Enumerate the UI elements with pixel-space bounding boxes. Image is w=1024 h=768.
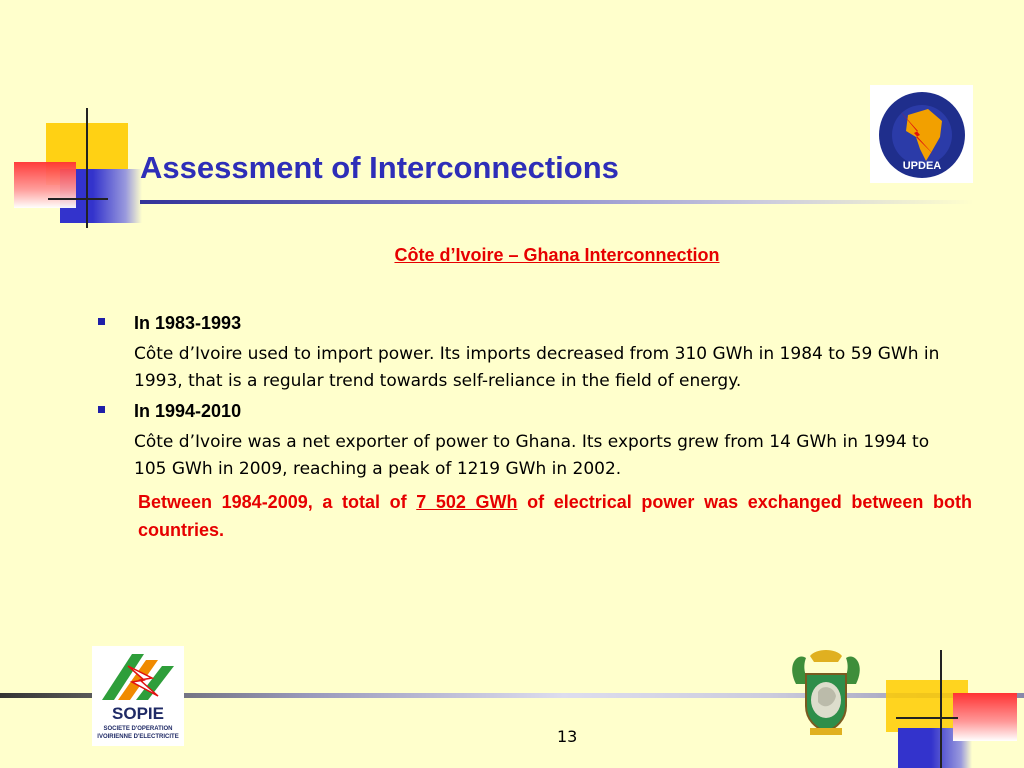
highlight-amount: 7 502 GWh xyxy=(416,492,518,512)
slide-content xyxy=(96,310,974,544)
highlight-summary xyxy=(138,488,972,544)
decor-red-square xyxy=(14,162,76,208)
decor-vertical-line xyxy=(940,650,942,768)
bullet-item xyxy=(96,398,974,482)
page-number: 13 xyxy=(557,727,578,746)
square-bullet-icon xyxy=(98,406,105,413)
section-subtitle: Côte d’Ivoire – Ghana Interconnection xyxy=(394,245,720,265)
bullet-body: Côte d’Ivoire used to import power. Its imports decreased from 310 GWh in 1984 to 59 GWh in 1993, that is a regular trend towards self-reliance in the field of energy. xyxy=(134,344,940,391)
sopie-name: SOPIE xyxy=(112,704,164,723)
highlight-text-before: Between 1984-2009, a total of xyxy=(138,492,417,512)
sopie-subtitle-line2: IVOIRIENNE D'ELECTRICITE xyxy=(97,734,179,740)
sopie-subtitle-line1: SOCIETE D'OPERATION xyxy=(103,726,173,732)
bullet-heading: In 1994-2010 xyxy=(134,401,242,421)
sopie-logo xyxy=(92,646,184,746)
square-bullet-icon xyxy=(98,318,105,325)
updea-logo xyxy=(870,85,973,183)
updea-logo-text: UPDEA xyxy=(902,160,942,172)
coat-of-arms-emblem xyxy=(776,644,876,740)
title-underline-rule xyxy=(140,200,974,204)
bullet-item xyxy=(96,310,974,394)
bullet-body: Côte d’Ivoire was a net exporter of power to Ghana. Its exports grew from 14 GWh in 1994 to 105 GWh in 2009, reaching a peak of 1219 GWh in 2002. xyxy=(134,432,930,479)
decor-horizontal-line xyxy=(48,198,108,200)
slide-title: Assessment of Interconnections xyxy=(140,150,619,185)
bullet-heading: In 1983-1993 xyxy=(134,313,242,333)
decor-red-square xyxy=(953,693,1017,741)
highlight-text-after: of electrical power was exchanged between both countries. xyxy=(138,492,972,540)
decor-horizontal-line xyxy=(896,717,958,719)
decor-vertical-line xyxy=(86,108,88,228)
